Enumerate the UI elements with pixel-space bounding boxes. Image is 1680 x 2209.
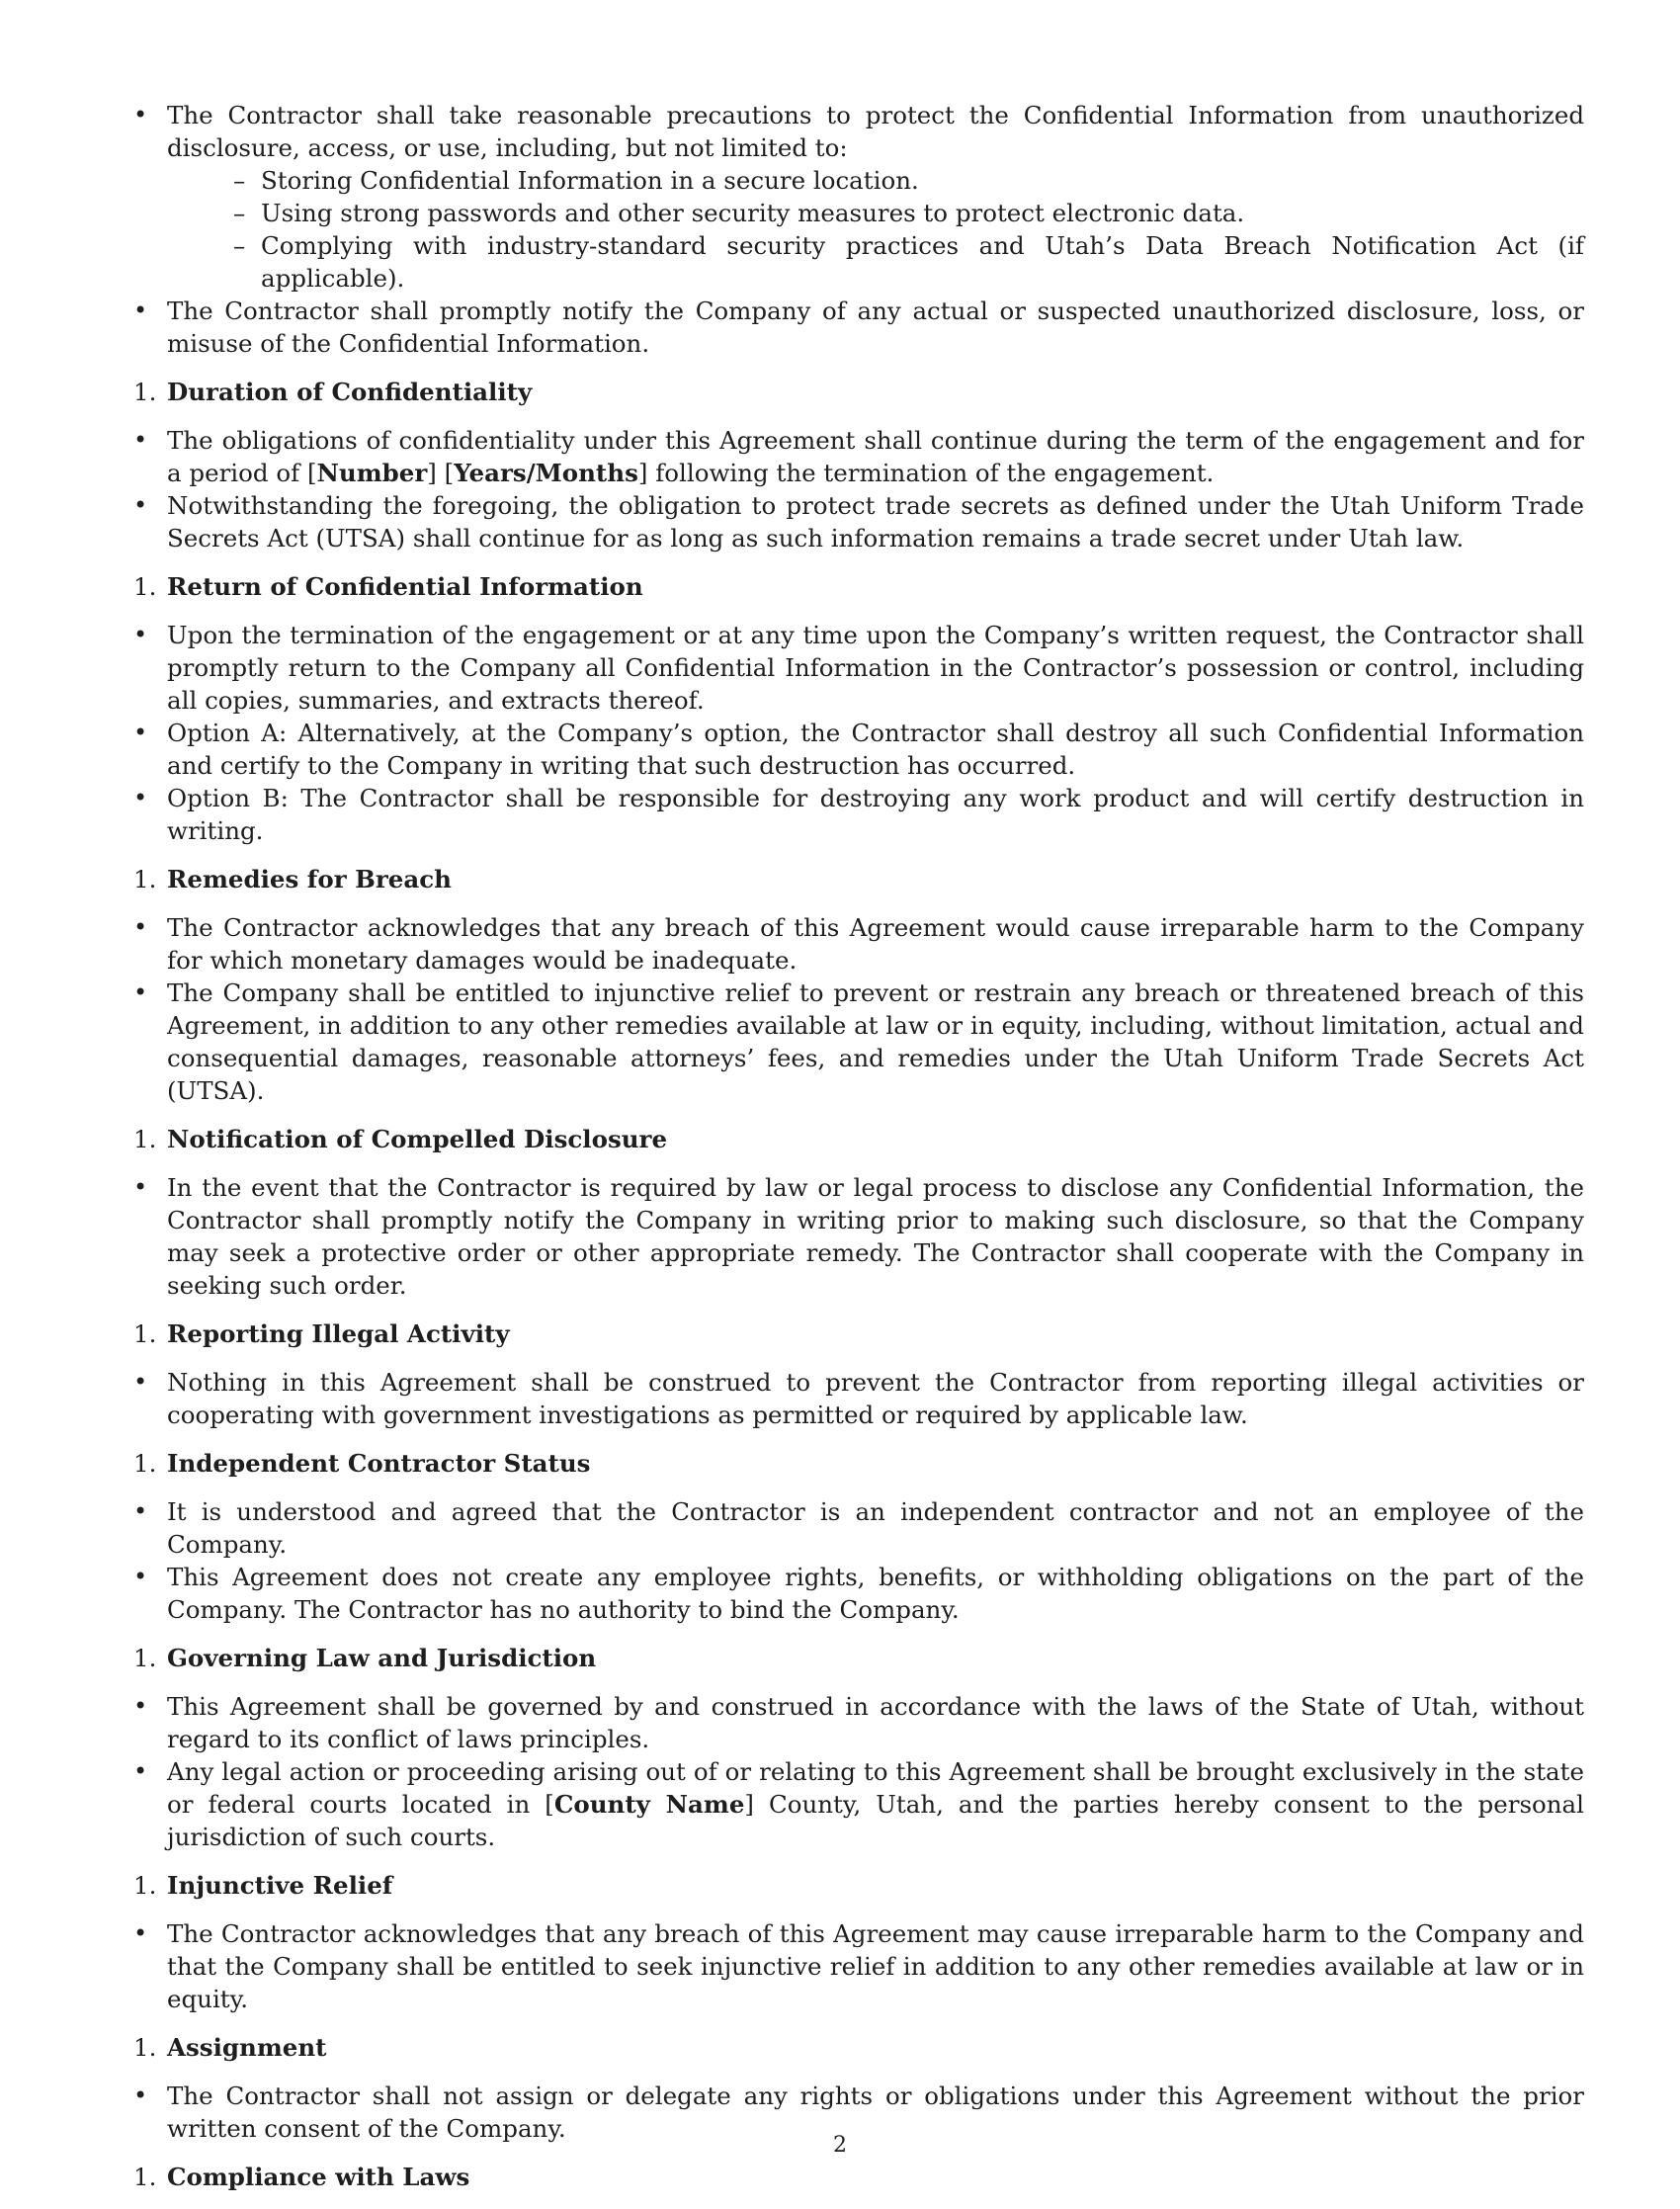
compelled-list <box>133 1171 1584 1302</box>
illegal-list <box>133 1366 1584 1431</box>
list-item: • This Agreement does not create any employee rights, benefits, or withholding obligations on the part of the Company. The Contractor has no authority to bind the Company. <box>133 1561 1584 1626</box>
section-heading-duration <box>133 376 1584 408</box>
list-item: • It is understood and agreed that the Contractor is an independent contractor and not an employee of the Company. <box>133 1495 1584 1561</box>
section-heading-independent-contractor <box>133 1447 1584 1480</box>
section-title: Notification of Compelled Disclosure <box>167 1125 668 1153</box>
section-title: Governing Law and Jurisdiction <box>167 1644 597 1672</box>
section-heading-governing-law <box>133 1642 1584 1674</box>
section-number: 1. <box>133 1319 157 1348</box>
list-item: • Notwithstanding the foregoing, the obligation to protect trade secrets as defined under the Utah Uniform Trade Secrets Act (UTSA) shall continue for as long as such information remains a trade secret under Utah law. <box>133 489 1584 554</box>
list-item: • Any legal action or proceeding arising out of or relating to this Agreement shall be brought exclusively in the state or federal courts located in [County Name] County, Utah, and the parties hereby consent to the personal jurisdiction of such courts. <box>133 1755 1584 1853</box>
precautions-intro: The Contractor shall take reasonable precautions to protect the Confidential Information from unauthorized disclosure, access, or use, including, but not limited to: <box>167 101 1584 162</box>
section-heading-assignment <box>133 2031 1584 2064</box>
section-number: 1. <box>133 2033 157 2062</box>
list-item: – Using strong passwords and other security measures to protect electronic data. <box>167 197 1584 229</box>
list-item <box>133 99 1584 295</box>
list-item: • The Contractor acknowledges that any breach of this Agreement would cause irreparable harm to the Company for which monetary damages would be inadequate. <box>133 911 1584 977</box>
list-item: • Option A: Alternatively, at the Company’s option, the Contractor shall destroy all such Confidential Information and certify to the Company in writing that such destruction has occurred. <box>133 717 1584 782</box>
section-title: Independent Contractor Status <box>167 1449 591 1478</box>
remedies-list <box>133 911 1584 1107</box>
list-item: • The Contractor shall not assign or delegate any rights or obligations under this Agreement without the prior written consent of the Company. <box>133 2080 1584 2145</box>
list-item: – Storing Confidential Information in a secure location. <box>167 164 1584 197</box>
injunctive-list <box>133 1917 1584 2015</box>
list-item: • Option B: The Contractor shall be responsible for destroying any work product and will certify destruction in writing. <box>133 782 1584 847</box>
precautions-sublist <box>167 164 1584 295</box>
list-item: • The obligations of confidentiality under this Agreement shall continue during the term of the engagement and for a period of [Number] [Years/Months] following the termination of the engagement. <box>133 424 1584 489</box>
independent-list <box>133 1495 1584 1626</box>
precautions-list <box>133 99 1584 360</box>
list-item: • Nothing in this Agreement shall be construed to prevent the Contractor from reporting illegal activities or cooperating with government investigations as permitted or required by applicable law. <box>133 1366 1584 1431</box>
section-heading-compliance <box>133 2161 1584 2193</box>
governing-list <box>133 1690 1584 1853</box>
placeholder-years-months: Years/Months <box>454 459 638 487</box>
section-heading-compelled-disclosure <box>133 1123 1584 1155</box>
list-item: • The Company shall be entitled to injunctive relief to prevent or restrain any breach or threatened breach of this Agreement, in addition to any other remedies available at law or in equity, including, without limitation, actual and consequential damages, reasonable attorneys’ fees, and remedies under the Utah Uniform Trade Secrets Act (UTSA). <box>133 977 1584 1107</box>
section-heading-injunctive-relief <box>133 1869 1584 1902</box>
section-title: Assignment <box>167 2033 327 2062</box>
section-title: Duration of Confidentiality <box>167 378 533 406</box>
section-title: Return of Confidential Information <box>167 572 643 601</box>
list-item: • Upon the termination of the engagement or at any time upon the Company’s written request, the Contractor shall promptly return to the Company all Confidential Information in the Contractor’s possession or control, including all copies, summaries, and extracts thereof. <box>133 619 1584 717</box>
section-title: Reporting Illegal Activity <box>167 1319 510 1348</box>
section-title: Compliance with Laws <box>167 2163 470 2191</box>
section-number: 1. <box>133 572 157 601</box>
section-number: 1. <box>133 378 157 406</box>
document-body <box>133 99 1584 2209</box>
section-number: 1. <box>133 2163 157 2191</box>
section-number: 1. <box>133 865 157 893</box>
section-number: 1. <box>133 1449 157 1478</box>
duration-list <box>133 424 1584 554</box>
section-heading-illegal-activity <box>133 1317 1584 1350</box>
list-item: • This Agreement shall be governed by and construed in accordance with the laws of the State of Utah, without regard to its conflict of laws principles. <box>133 1690 1584 1755</box>
section-title: Injunctive Relief <box>167 1871 393 1900</box>
list-item: • The Contractor shall promptly notify the Company of any actual or suspected unauthorized disclosure, loss, or misuse of the Confidential Information. <box>133 295 1584 360</box>
list-item: • The Contractor acknowledges that any breach of this Agreement may cause irreparable harm to the Company and that the Company shall be entitled to seek injunctive relief in addition to any other remedies available at law or in equity. <box>133 1917 1584 2015</box>
section-heading-return <box>133 570 1584 603</box>
section-title: Remedies for Breach <box>167 865 452 893</box>
return-list <box>133 619 1584 847</box>
list-item: • In the event that the Contractor is required by law or legal process to disclose any Confidential Information, the Contractor shall promptly notify the Company in writing prior to making such disclosure, so that the Company may seek a protective order or other appropriate remedy. The Contractor shall cooperate with the Company in seeking such order. <box>133 1171 1584 1302</box>
placeholder-number: Number <box>316 459 428 487</box>
section-heading-remedies <box>133 863 1584 895</box>
section-number: 1. <box>133 1125 157 1153</box>
placeholder-county-name: County Name <box>553 1790 745 1819</box>
section-number: 1. <box>133 1644 157 1672</box>
section-number: 1. <box>133 1871 157 1900</box>
page-number: 2 <box>833 2133 847 2158</box>
list-item: – Complying with industry-standard security practices and Utah’s Data Breach Notification Act (if applicable). <box>167 229 1584 295</box>
